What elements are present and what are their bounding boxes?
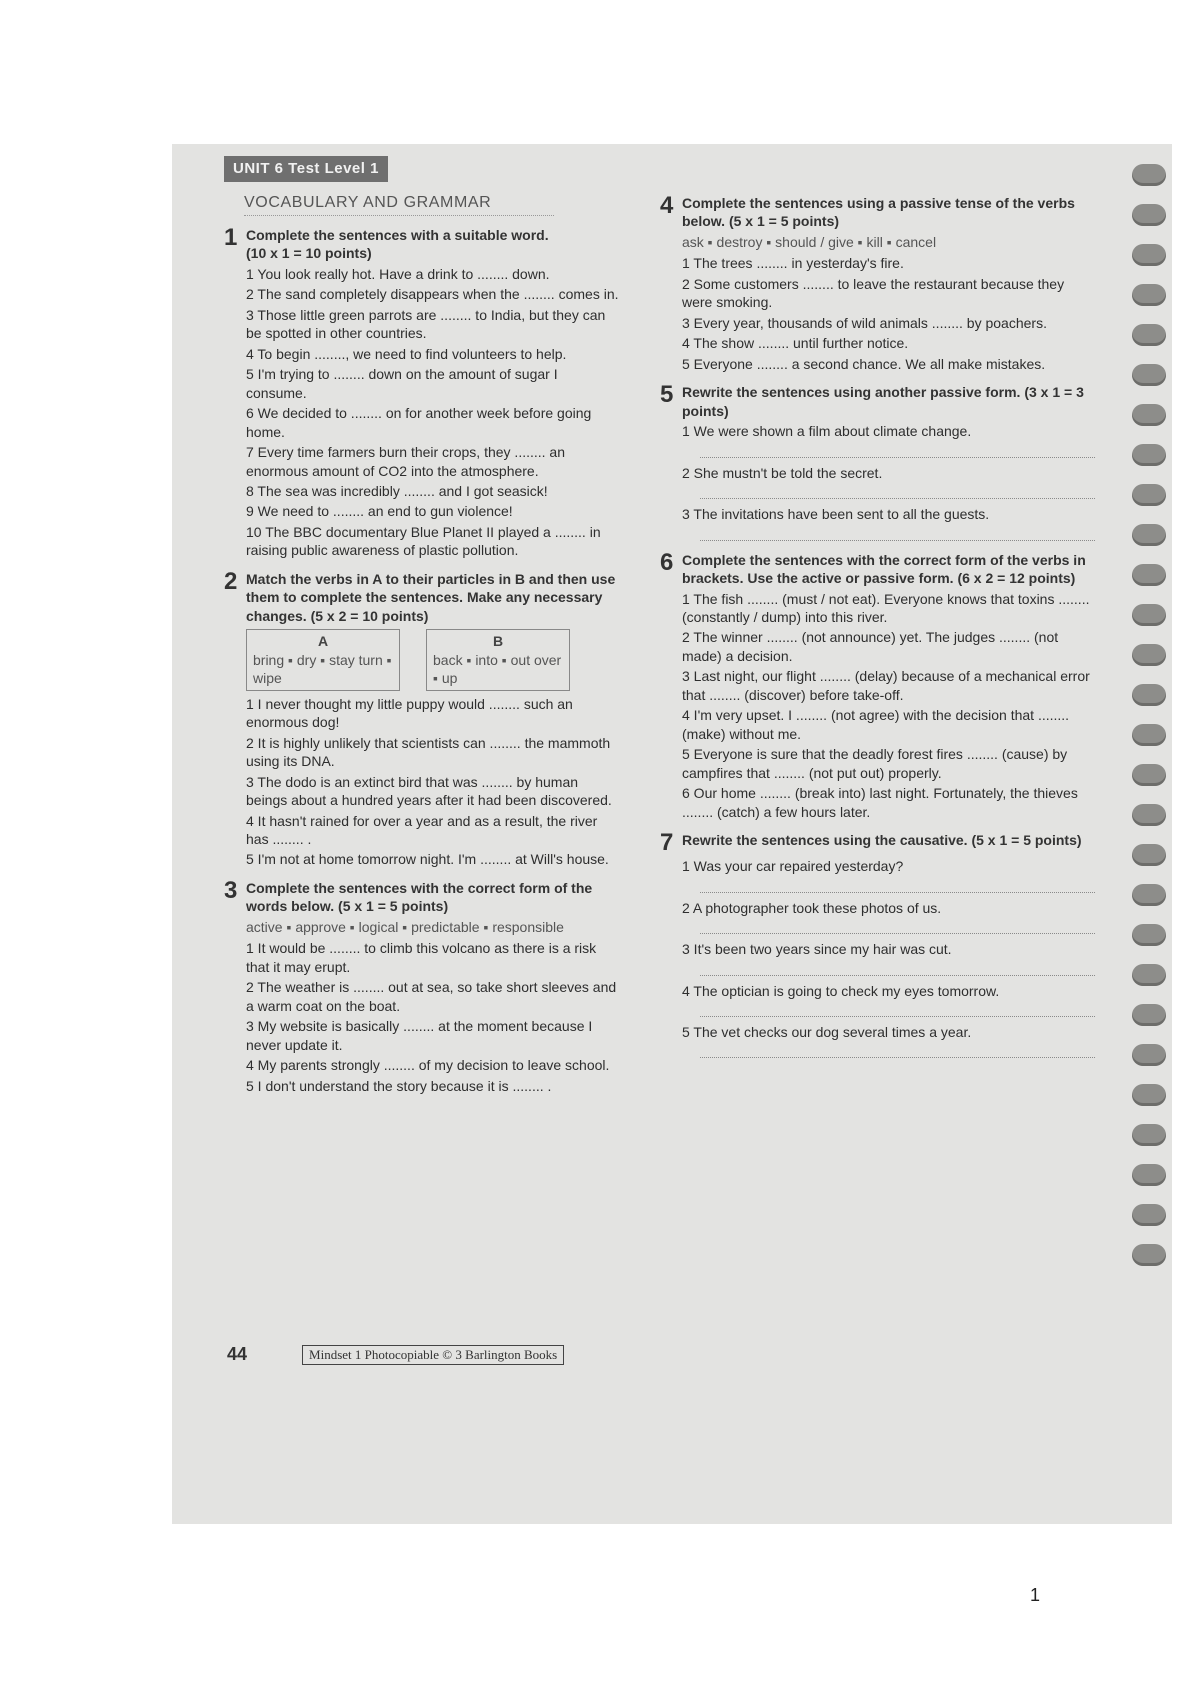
word-box-a: A bring ▪ dry ▪ stay turn ▪ wipe [246, 629, 400, 690]
exercise-points: (5 x 1 = 5 points) [338, 898, 449, 915]
list-item: 1 You look really hot. Have a drink to ........ down. [246, 265, 550, 282]
exercise-instruction: Rewrite the sentences using the causative. [682, 832, 968, 849]
answer-line [700, 961, 1095, 976]
exercise-instruction: Rewrite the sentences using another passive form. [682, 384, 1021, 401]
exercise-instruction: Complete the sentences using a passive tense of the verbs below. [682, 195, 1075, 230]
list-item: 6 Our home ........ (break into) last night. Fortunately, the thieves ........ (catch) a few hours later. [682, 785, 1078, 820]
list-item: 3 The invitations have been sent to all the guests. [682, 506, 990, 523]
list-item: 3 Last night, our flight ........ (delay) because of a mechanical error that ........ (discover) before take-off. [682, 668, 1090, 703]
photographed-page [172, 144, 1172, 1524]
right-column [660, 194, 1095, 1064]
list-item: 7 Every time farmers burn their crops, they ........ an enormous amount of CO2 into the atmosphere. [246, 444, 566, 479]
list-item: 8 The sea was incredibly ........ and I got seasick! [246, 483, 548, 499]
word-bank: ask ▪ destroy ▪ should / give ▪ kill ▪ cancel [682, 233, 937, 250]
exercise-points: (3 x 1 = 3 points) [682, 384, 1084, 419]
exercise-1 [224, 223, 619, 560]
list-item: 2 A photographer took these photos of us. [682, 899, 942, 916]
exercise-number: 7 [660, 829, 674, 857]
list-item: 2 Some customers ........ to leave the restaurant because they were smoking. [682, 275, 1065, 311]
exercise-7 [660, 831, 1095, 1058]
exercise-6 [660, 548, 1095, 822]
book-page-number: 44 [227, 1344, 248, 1364]
exercise-5 [660, 383, 1095, 540]
exercise-instruction: Complete the sentences with a suitable word. [246, 226, 549, 243]
list-item: 10 The BBC documentary Blue Planet II played a ........ in raising public awareness of plastic pollution. [246, 523, 601, 559]
list-item: 2 The winner ........ (not announce) yet. The judges ........ (not made) a decision. [682, 629, 1059, 664]
list-item: 5 Everyone ........ a second chance. We all make mistakes. [682, 355, 1046, 372]
list-item: 3 It's been two years since my hair was cut. [682, 941, 952, 958]
list-item: 5 Everyone is sure that the deadly forest fires ........ (cause) by campfires that ........ (not put out) properly. [682, 746, 1068, 781]
list-item: 1 Was your car repaired yesterday? [682, 858, 904, 875]
answer-line [700, 1043, 1095, 1058]
answer-line [700, 484, 1095, 499]
list-item: 3 Every year, thousands of wild animals ........ by poachers. [682, 314, 1047, 331]
page-footer [227, 1344, 564, 1365]
exercise-number: 6 [660, 548, 674, 576]
answer-line [700, 878, 1095, 893]
list-item: 5 I don't understand the story because it is ........ . [246, 1077, 552, 1094]
exercise-points: (5 x 1 = 5 points) [971, 832, 1082, 849]
exercise-points: (10 x 1 = 10 points) [246, 245, 372, 262]
list-item: 1 It would be ........ to climb this volcano as there is a risk that it may erupt. [246, 940, 597, 975]
answer-line [700, 443, 1095, 458]
exercise-number: 2 [224, 567, 238, 595]
list-item: 1 We were shown a film about climate change. [682, 423, 972, 440]
list-item: 3 Those little green parrots are ........ to India, but they can be spotted in other countries. [246, 306, 606, 342]
list-item: 4 My parents strongly ........ of my decision to leave school. [246, 1057, 610, 1074]
answer-line [700, 1002, 1095, 1017]
list-item: 4 The show ........ until further notice. [682, 335, 909, 352]
exercise-number: 4 [660, 192, 674, 219]
spiral-binding [1116, 164, 1172, 1264]
exercise-3 [224, 876, 619, 1095]
word-box-b: B back ▪ into ▪ out over ▪ up [426, 629, 570, 690]
list-item: 2 The sand completely disappears when the ........ comes in. [246, 286, 619, 303]
section-title: VOCABULARY AND GRAMMAR [244, 192, 554, 216]
list-item: 4 I'm very upset. I ........ (not agree) with the decision that ........ (make) without me. [682, 707, 1070, 742]
exercise-4 [660, 194, 1095, 373]
left-column [224, 156, 619, 1097]
list-item: 4 It hasn't rained for over a year and as a result, the river has ........ . [246, 812, 598, 847]
sheet-page-number: 1 [1030, 1585, 1041, 1605]
list-item: 5 I'm not at home tomorrow night. I'm ........ at Will's house. [246, 851, 609, 868]
list-item: 6 We decided to ........ on for another week before going home. [246, 405, 592, 440]
copyright-notice: Mindset 1 Photocopiable © 3 Barlington Books [302, 1345, 564, 1365]
list-item: 3 My website is basically ........ at the moment because I never update it. [246, 1018, 593, 1053]
list-item: 9 We need to ........ an end to gun violence! [246, 503, 513, 520]
list-item: 4 To begin ........, we need to find volunteers to help. [246, 345, 567, 362]
exercise-points: (5 x 2 = 10 points) [310, 607, 429, 624]
exercise-points: (6 x 2 = 12 points) [957, 570, 1076, 587]
list-item: 2 She mustn't be told the secret. [682, 464, 883, 481]
exercise-2 [224, 567, 619, 869]
list-item: 1 I never thought my little puppy would ........ such an enormous dog! [246, 695, 573, 731]
list-item: 3 The dodo is an extinct bird that was ........ by human beings about a hundred years after it had been discovered. [246, 773, 612, 809]
exercise-number: 3 [224, 876, 238, 904]
exercise-number: 1 [224, 223, 238, 251]
word-bank: active ▪ approve ▪ logical ▪ predictable ▪ responsible [246, 918, 564, 935]
list-item: 2 It is highly unlikely that scientists can ........ the mammoth using its DNA. [246, 734, 611, 770]
exercise-instruction: Match the verbs in A to their particles in B and then use them to complete the sentences. Make any necessary changes. [246, 570, 616, 624]
unit-banner: UNIT 6 Test Level 1 [224, 156, 388, 182]
exercise-instruction: Complete the sentences with the correct form of the verbs in brackets. Use the active or passive form. [682, 551, 1086, 587]
list-item: 2 The weather is ........ out at sea, so take short sleeves and a warm coat on the boat. [246, 979, 617, 1014]
answer-line [700, 919, 1095, 934]
list-item: 1 The fish ........ (must / not eat). Everyone knows that toxins ........ (constantly / dump) into this river. [682, 590, 1090, 625]
exercise-instruction: Complete the sentences with the correct form of the words below. [246, 879, 593, 915]
list-item: 5 I'm trying to ........ down on the amount of sugar I consume. [246, 366, 558, 401]
list-item: 1 The trees ........ in yesterday's fire. [682, 255, 904, 272]
answer-line [700, 526, 1095, 541]
exercise-number: 5 [660, 381, 674, 409]
list-item: 5 The vet checks our dog several times a year. [682, 1024, 972, 1040]
exercise-points: (5 x 1 = 5 points) [728, 213, 840, 230]
list-item: 4 The optician is going to check my eyes tomorrow. [682, 982, 1000, 999]
